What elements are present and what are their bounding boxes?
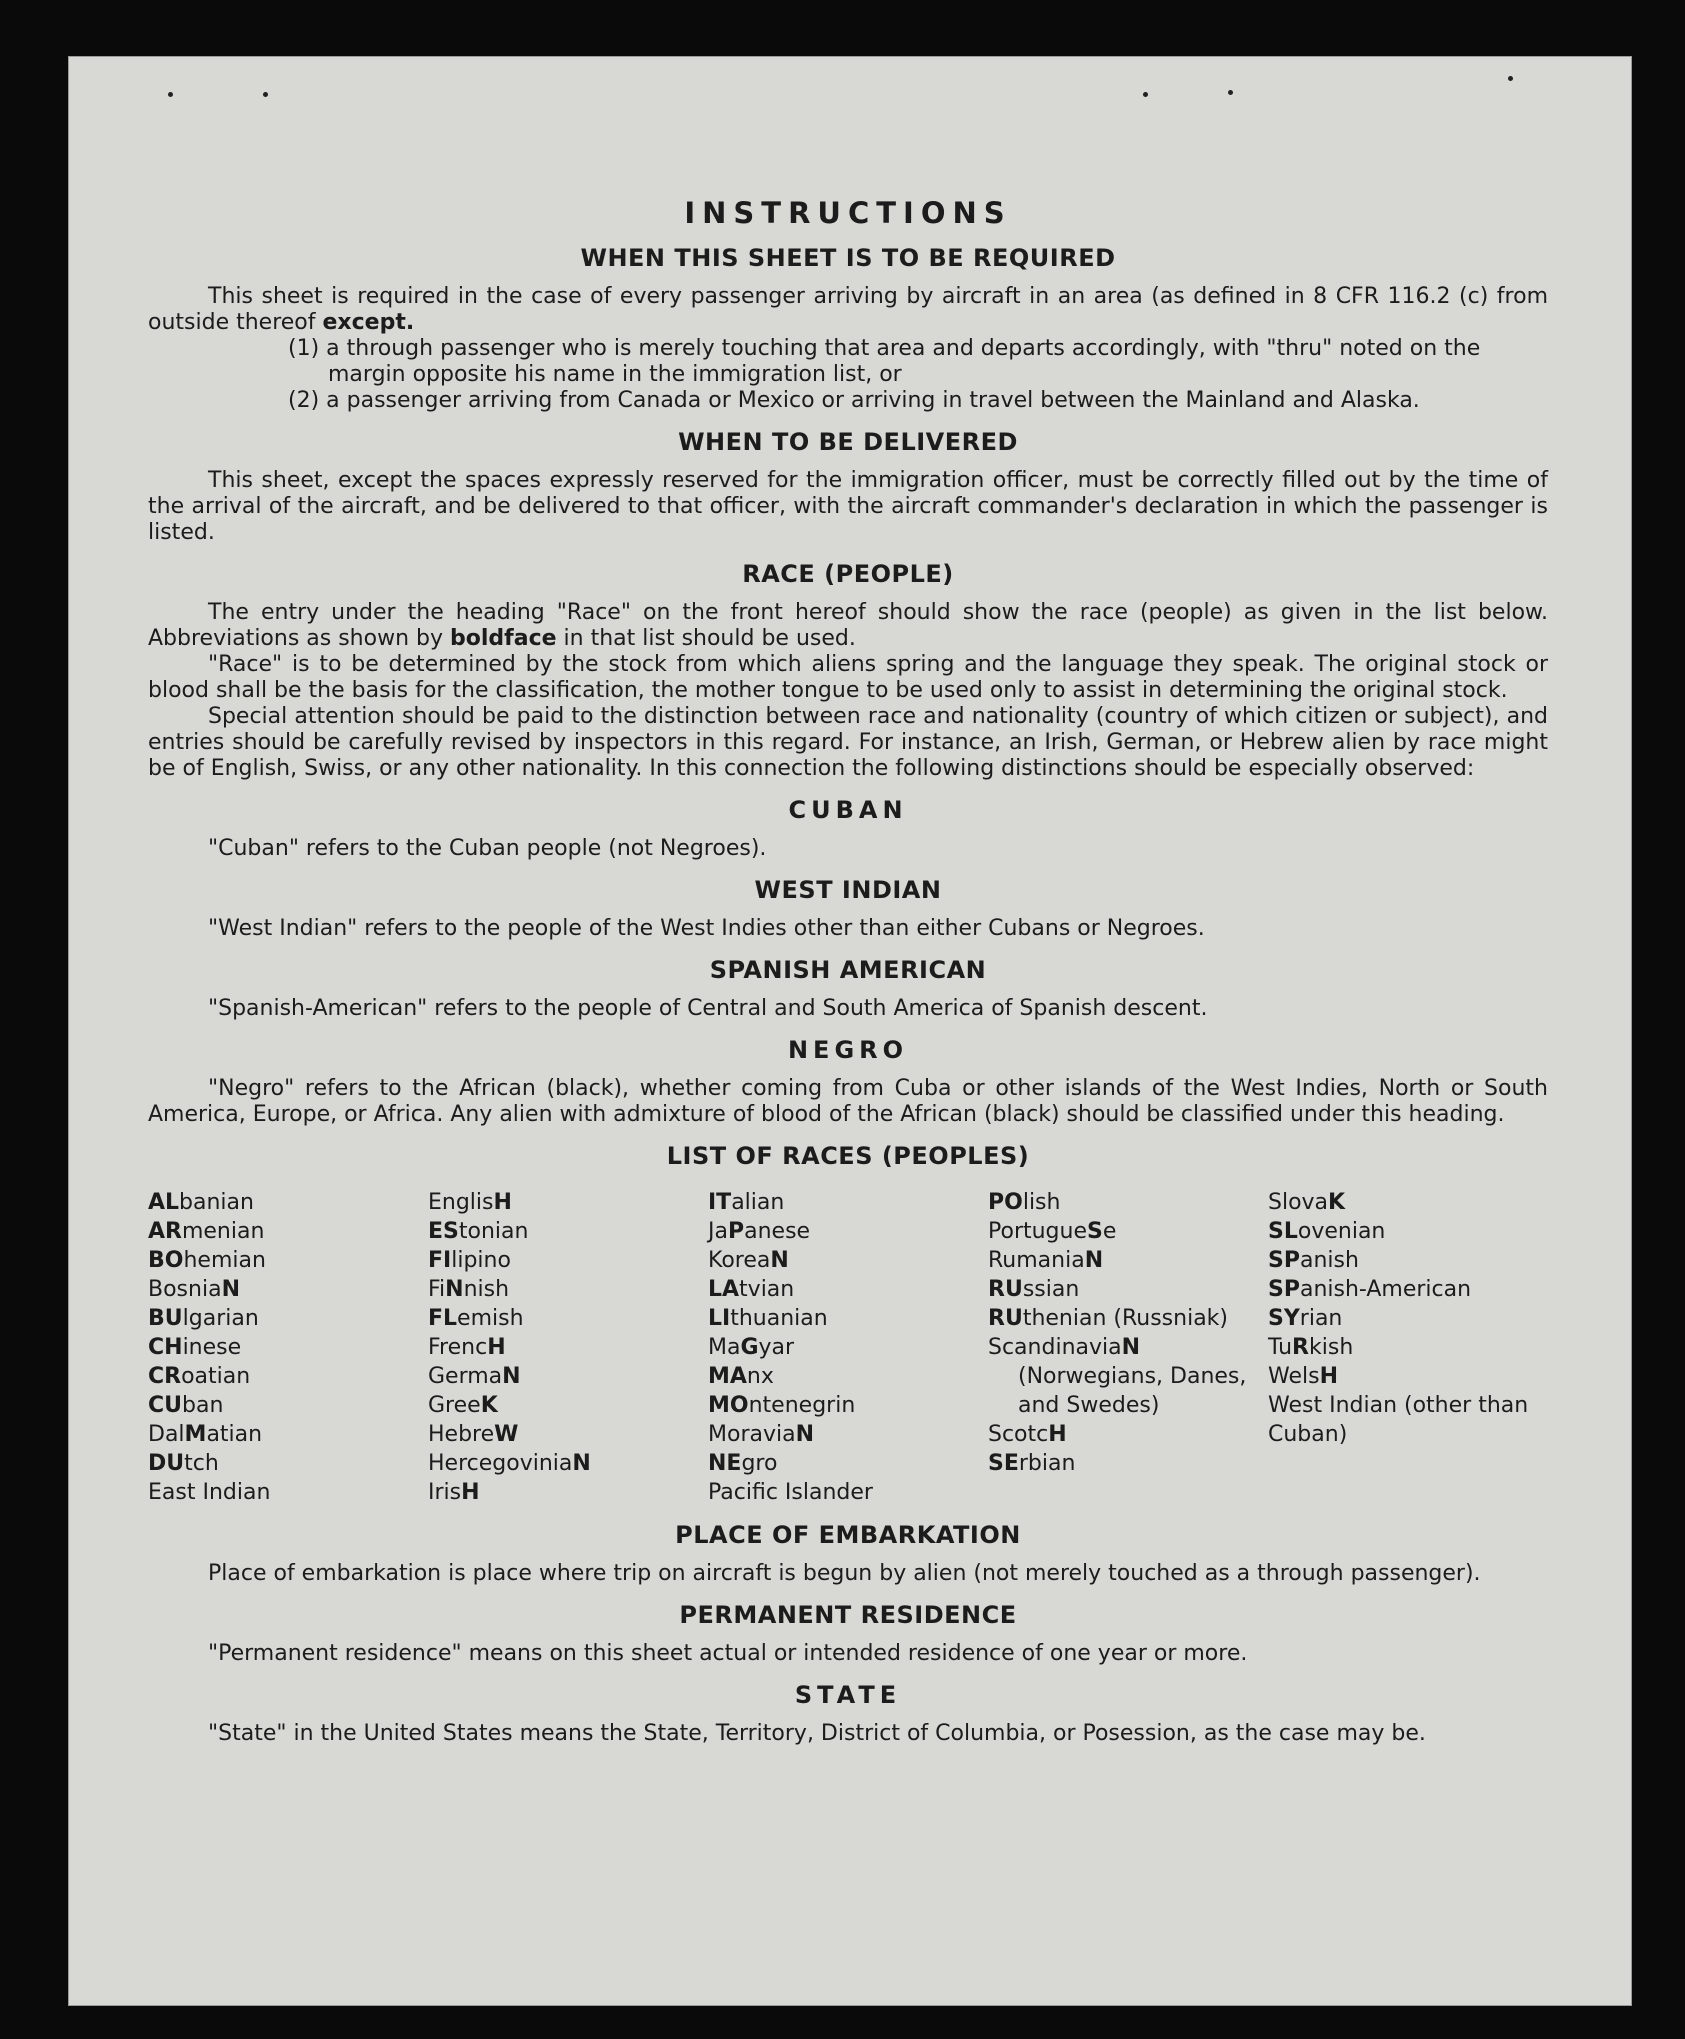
race-text: West Indian (other than Cuban) <box>1268 1393 1529 1447</box>
heading-cuban: CUBAN <box>788 796 908 824</box>
race-abbrev: LA <box>708 1277 740 1302</box>
para-state: "State" in the United States means the State, Territory, District of Columbia, or Posession, as the case may be. <box>208 1721 1426 1746</box>
race-text: ovenian <box>1297 1219 1386 1244</box>
race-abbrev: N <box>445 1277 464 1302</box>
race-entry <box>428 1333 708 1362</box>
race-entry <box>708 1275 988 1304</box>
race-text: nx <box>746 1364 774 1389</box>
race-text: Bosnia <box>148 1277 222 1302</box>
heading-race: RACE (PEOPLE) <box>742 560 954 588</box>
heading-when-delivered: WHEN TO BE DELIVERED <box>678 428 1018 456</box>
race-text: (Norwegians, Danes, and Swedes) <box>1018 1364 1247 1418</box>
race-entry <box>988 1304 1268 1333</box>
race-column <box>428 1188 708 1507</box>
race-entry <box>988 1333 1268 1362</box>
race-abbrev: S <box>1087 1219 1103 1244</box>
race-text: rian <box>1299 1306 1343 1331</box>
race-text: gro <box>741 1451 778 1476</box>
heading-negro: NEGRO <box>787 1036 909 1064</box>
race-abbrev: K <box>480 1393 498 1418</box>
race-text: lish <box>1022 1190 1061 1215</box>
race-text: Moravia <box>708 1422 796 1447</box>
race-text: Ma <box>708 1335 741 1360</box>
race-text: yar <box>758 1335 795 1360</box>
race-entry <box>988 1449 1268 1478</box>
race-text: Portugue <box>988 1219 1087 1244</box>
race-abbrev: FL <box>428 1306 458 1331</box>
page-title: INSTRUCTIONS <box>684 196 1012 230</box>
race-abbrev: H <box>461 1480 480 1505</box>
race-entry <box>148 1362 428 1391</box>
race-abbrev: N <box>221 1277 240 1302</box>
race-abbrev: N <box>1121 1335 1141 1360</box>
race-entry <box>988 1362 1268 1420</box>
para-cuban: "Cuban" refers to the Cuban people (not Negroes). <box>208 836 767 861</box>
race-abbrev: BU <box>148 1306 183 1331</box>
para-when-delivered: This sheet, except the spaces expressly reserved for the immigration officer, must be correctly filled out by the time of the arrival of the aircraft, and be delivered to that officer, with the aircraft commander's declaration in which the passenger is listed. <box>148 468 1548 545</box>
race-text: inese <box>182 1335 242 1360</box>
exception-item-1: (1) a through passenger who is merely touching that area and departs accordingly, with "thru" noted on the margin opposite his name in the immigration list, or <box>288 336 1481 387</box>
race-text: hemian <box>183 1248 266 1273</box>
race-text: ssian <box>1022 1277 1080 1302</box>
race-entry <box>708 1333 988 1362</box>
para-race-3: Special attention should be paid to the distinction between race and nationality (country of which citizen or subject), and entries should be carefully revised by inspectors in this regard. For instance, an Irish, German, or Hebrew alien by race might be of English, Swiss, or any other nationality. In this connection the following distinctions should be especially observed: <box>148 704 1548 781</box>
race-abbrev: CR <box>148 1364 182 1389</box>
race-entry <box>988 1188 1268 1217</box>
race-entry <box>148 1478 428 1507</box>
race-text: Germa <box>428 1364 503 1389</box>
race-entry <box>428 1304 708 1333</box>
dust-dot <box>1228 90 1233 95</box>
race-abbrev: RU <box>988 1277 1023 1302</box>
race-text: Englis <box>428 1190 494 1215</box>
heading-west-indian: WEST INDIAN <box>754 876 942 904</box>
race-text: anish <box>1299 1248 1359 1273</box>
race-entry <box>148 1246 428 1275</box>
race-text: anish-American <box>1299 1277 1472 1302</box>
para-negro: "Negro" refers to the African (black), whether coming from Cuba or other islands of the West Indies, North or South America, Europe, or Africa. Any alien with admixture of blood of the African (black) should be classified under this heading. <box>148 1076 1548 1127</box>
heading-permanent-residence: PERMANENT RESIDENCE <box>679 1601 1017 1629</box>
para-west-indian: "West Indian" refers to the people of the West Indies other than either Cubans or Negroes. <box>208 916 1205 941</box>
race-abbrev: PO <box>988 1190 1023 1215</box>
race-abbrev: P <box>727 1219 745 1244</box>
race-text: tonian <box>458 1219 529 1244</box>
race-abbrev: FI <box>428 1248 452 1273</box>
race-text: Tu <box>1268 1335 1293 1360</box>
race-entry <box>708 1478 988 1507</box>
race-entry <box>708 1188 988 1217</box>
race-entry <box>148 1217 428 1246</box>
race-text: banian <box>179 1190 254 1215</box>
race-entry <box>428 1420 708 1449</box>
race-abbrev: N <box>572 1451 591 1476</box>
race-text: Slova <box>1268 1190 1329 1215</box>
dust-dot <box>1508 76 1513 81</box>
race-entry <box>148 1333 428 1362</box>
race-abbrev: LI <box>708 1306 731 1331</box>
race-text: rbian <box>1018 1451 1076 1476</box>
race-entry <box>428 1275 708 1304</box>
race-text: Hercegovinia <box>428 1451 573 1476</box>
race-entry <box>428 1478 708 1507</box>
race-entry <box>708 1391 988 1420</box>
heading-spanish-american: SPANISH AMERICAN <box>709 956 987 984</box>
race-entry <box>988 1217 1268 1246</box>
race-abbrev: H <box>1048 1422 1067 1447</box>
race-abbrev: N <box>770 1248 789 1273</box>
race-abbrev: CH <box>148 1335 183 1360</box>
race-abbrev: SP <box>1268 1248 1300 1273</box>
para-race-2: "Race" is to be determined by the stock from which aliens spring and the language they speak. The original stock or blood shall be the basis for the classification, the mother tongue to be used only to assist in determining the original stock. <box>148 652 1548 703</box>
race-abbrev: K <box>1328 1190 1346 1215</box>
race-abbrev: SP <box>1268 1277 1300 1302</box>
race-text: nish <box>463 1277 510 1302</box>
race-text: Gree <box>428 1393 481 1418</box>
race-text: anese <box>744 1219 811 1244</box>
race-text: oatian <box>181 1364 251 1389</box>
race-text: Ja <box>708 1219 728 1244</box>
race-abbrev: MA <box>708 1364 747 1389</box>
heading-embarkation: PLACE OF EMBARKATION <box>675 1521 1021 1549</box>
para-embarkation: Place of embarkation is place where trip on aircraft is begun by alien (not merely touched as a through passenger). <box>208 1561 1481 1586</box>
race-entry <box>708 1217 988 1246</box>
race-entry <box>1268 1304 1548 1333</box>
race-entry <box>148 1304 428 1333</box>
race-entry <box>988 1420 1268 1449</box>
race-entry <box>1268 1246 1548 1275</box>
dust-dot <box>1143 92 1148 97</box>
race-text: thenian (Russniak) <box>1022 1306 1228 1331</box>
race-text: e <box>1102 1219 1117 1244</box>
race-column <box>708 1188 988 1507</box>
race-text: Rumania <box>988 1248 1085 1273</box>
race-text: atian <box>206 1422 263 1447</box>
race-text: ban <box>182 1393 224 1418</box>
race-abbrev: ES <box>428 1219 459 1244</box>
race-abbrev: NE <box>708 1451 742 1476</box>
race-abbrev: MO <box>708 1393 749 1418</box>
para-when-required <box>148 284 1548 336</box>
race-abbrev: M <box>184 1422 207 1447</box>
race-entry <box>708 1304 988 1333</box>
race-text: East Indian <box>148 1480 271 1505</box>
race-entry <box>428 1188 708 1217</box>
race-text: Scotc <box>988 1422 1049 1447</box>
heading-list-of-races: LIST OF RACES (PEOPLES) <box>666 1142 1030 1170</box>
race-text: tch <box>184 1451 219 1476</box>
race-text: thuanian <box>730 1306 828 1331</box>
race-text: Dal <box>148 1422 185 1447</box>
race-text: Hebre <box>428 1422 495 1447</box>
race-entry <box>1268 1275 1548 1304</box>
race-text: Pacific Islander <box>708 1480 873 1505</box>
para-race-1 <box>148 600 1548 652</box>
race-abbrev: SE <box>988 1451 1019 1476</box>
race-text: Frenc <box>428 1335 488 1360</box>
race-entry <box>428 1391 708 1420</box>
race-column <box>148 1188 428 1507</box>
race-abbrev: H <box>1319 1364 1338 1389</box>
race-abbrev: H <box>493 1190 512 1215</box>
para-text: in that list should be used. <box>563 626 856 651</box>
race-entry <box>988 1246 1268 1275</box>
race-text: Iris <box>428 1480 462 1505</box>
race-entry <box>428 1217 708 1246</box>
race-abbrev: G <box>740 1335 759 1360</box>
race-entry <box>708 1420 988 1449</box>
race-text: Scandinavia <box>988 1335 1122 1360</box>
race-text: lipino <box>451 1248 511 1273</box>
race-entry <box>1268 1362 1548 1391</box>
document-sheet <box>68 56 1632 2006</box>
race-entry <box>148 1420 428 1449</box>
para-spanish-american: "Spanish-American" refers to the people of Central and South America of Spanish descent. <box>208 996 1208 1021</box>
para-bold-text: boldface <box>450 626 557 651</box>
race-entry <box>1268 1217 1548 1246</box>
race-entry <box>1268 1391 1548 1449</box>
race-text: Wels <box>1268 1364 1320 1389</box>
heading-when-required: WHEN THIS SHEET IS TO BE REQUIRED <box>580 244 1116 272</box>
para-text: This sheet is required in the case of every passenger arriving by aircraft in an area (as defined in 8 CFR 116.2 (c) from outside thereof <box>148 284 1548 335</box>
race-entry <box>708 1449 988 1478</box>
race-text: menian <box>181 1219 265 1244</box>
race-entry <box>988 1275 1268 1304</box>
para-bold-text: except. <box>322 310 415 335</box>
race-abbrev: CU <box>148 1393 183 1418</box>
heading-state: STATE <box>794 1681 902 1709</box>
race-entry <box>428 1449 708 1478</box>
race-abbrev: N <box>502 1364 521 1389</box>
race-entry <box>708 1246 988 1275</box>
race-entry <box>1268 1333 1548 1362</box>
race-abbrev: N <box>1084 1248 1104 1273</box>
race-abbrev: W <box>494 1422 519 1447</box>
race-text: Fi <box>428 1277 446 1302</box>
race-abbrev: SY <box>1268 1306 1300 1331</box>
race-text: Korea <box>708 1248 771 1273</box>
race-abbrev: DU <box>148 1451 185 1476</box>
race-text: lgarian <box>182 1306 259 1331</box>
race-abbrev: R <box>1292 1335 1309 1360</box>
race-column <box>1268 1188 1548 1507</box>
race-entry <box>148 1188 428 1217</box>
para-text: The entry under the heading "Race" on the front hereof should show the race (people) as given in the list below. Abbreviations as shown by <box>148 600 1548 651</box>
race-abbrev: BO <box>148 1248 184 1273</box>
race-abbrev: H <box>487 1335 506 1360</box>
race-entry <box>708 1362 988 1391</box>
race-abbrev: N <box>795 1422 815 1447</box>
race-column <box>988 1188 1268 1507</box>
race-entry <box>148 1449 428 1478</box>
race-abbrev: IT <box>708 1190 732 1215</box>
race-text: emish <box>457 1306 524 1331</box>
race-entry <box>428 1246 708 1275</box>
race-entry <box>148 1275 428 1304</box>
race-entry <box>428 1362 708 1391</box>
para-permanent-residence: "Permanent residence" means on this sheet actual or intended residence of one year or more. <box>208 1641 1248 1666</box>
race-text: ntenegrin <box>748 1393 856 1418</box>
race-list <box>148 1188 1548 1507</box>
race-abbrev: AL <box>148 1190 180 1215</box>
instructions-body <box>148 196 1548 1747</box>
race-entry <box>1268 1188 1548 1217</box>
dust-dot <box>168 92 173 97</box>
race-entry <box>148 1391 428 1420</box>
race-text: alian <box>731 1190 785 1215</box>
dust-dot <box>263 92 268 97</box>
race-abbrev: RU <box>988 1306 1023 1331</box>
race-text: tvian <box>739 1277 795 1302</box>
race-abbrev: AR <box>148 1219 182 1244</box>
race-text: kish <box>1309 1335 1354 1360</box>
exception-item-2: (2) a passenger arriving from Canada or Mexico or arriving in travel between the Mainland and Alaska. <box>288 388 1420 413</box>
race-abbrev: SL <box>1268 1219 1298 1244</box>
